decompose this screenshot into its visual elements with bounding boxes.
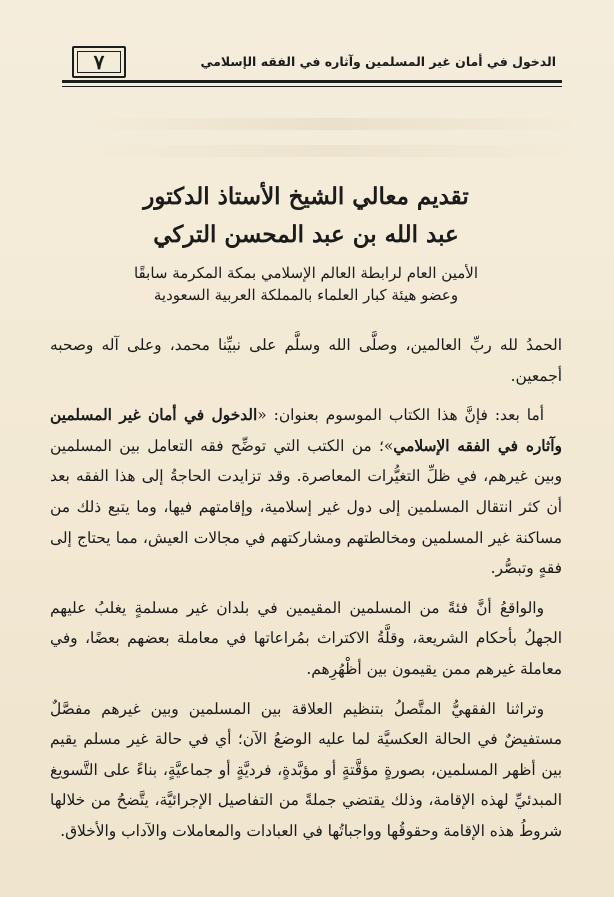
foreword-body	[50, 330, 562, 856]
paragraph-2-intro: أما بعد: فإنَّ هذا الكتاب الموسوم بعنوان: «	[257, 406, 544, 425]
foreword-heading	[50, 178, 562, 306]
paragraph-4: وتراثنا الفقهيُّ المتَّصلُ بتنظيم العلاقة بين المسلمين وبين غيرهم مفصَّلٌ مستفيضٌ في الحالة العكسيَّة لما عليه الوضعُ الآن؛ أي في حالة غير مسلم يقيم بين أظهر المسلمين، بصورةٍ مؤقَّتةٍ أو مؤبَّدةٍ، فرديَّةٍ أو جماعيَّةٍ، بناءً على التَّسويغ المبدئيِّ لهذه الإقامة، وذلك يقتضي جملةً من التفاصيل الإجرائيَّة، يتَّضحُ من خلالها شروطُ هذه الإقامة وحقوقُها وواجباتُها في العبادات والمعاملات والآداب والأخلاق.	[50, 699, 562, 840]
book-title-quote: الدخول في أمان غير المسلمين وآثاره في الفقه الإسلامي	[50, 406, 562, 455]
paragraph-3: والواقعُ أنَّ فئةً من المسلمين المقيمين في بلدان غير مسلمةٍ يغلبُ عليهم الجهلُ بأحكام الشريعة، وقلَّةُ الاكتراث بمُراعاتها في معاملة بعضهم بعضًا، وفي معاملة غيرهم ممن يقيمون بين أظْهُرِهم.	[50, 598, 562, 678]
running-title: الدخول في أمان غير المسلمين وآثاره في الفقه الإسلامي	[200, 54, 556, 69]
page-header	[62, 42, 562, 88]
author-credentials	[50, 262, 562, 306]
paragraph-2-rest: »؛ من الكتب التي توضِّح فقه التعامل بين المسلمين وبين غيرهم، في ظلِّ التغيُّرات المعاصرة. وقد تزايدت الحاجةُ إلى هذا الفقه بعد أن كثر انتقال المسلمين إلى دول غير إسلامية، وإقامتهم فيها، وما يتبع ذلك من مساكنة غير المسلمين ومخالطتهم ومشاركتهم في مجالات العيش، مما يحتاج إلى فقهٍ وتبصُّر.	[50, 436, 562, 578]
heading-line-2: عبد الله بن عبد المحسن التركي	[153, 221, 459, 248]
header-rule-thick	[62, 80, 562, 83]
paragraph-1: الحمدُ لله ربِّ العالمين، وصلَّى الله وسلَّم على نبيِّنا محمد، وعلى آله وصحبه أجمعين.	[50, 336, 562, 385]
show-through-text	[74, 145, 594, 157]
show-through-text	[74, 118, 594, 130]
heading-line-1: تقديم معالي الشيخ الأستاذ الدكتور	[143, 183, 469, 210]
paragraph-2	[50, 400, 562, 584]
credential-line-2: وعضو هيئة كبار العلماء بالمملكة العربية السعودية	[153, 286, 459, 304]
credential-line-1: الأمين العام لرابطة العالم الإسلامي بمكة المكرمة سابقًا	[133, 264, 478, 282]
page-number	[72, 46, 126, 78]
header-rule-thin	[62, 86, 562, 87]
page-number-text: ٧	[93, 50, 105, 74]
